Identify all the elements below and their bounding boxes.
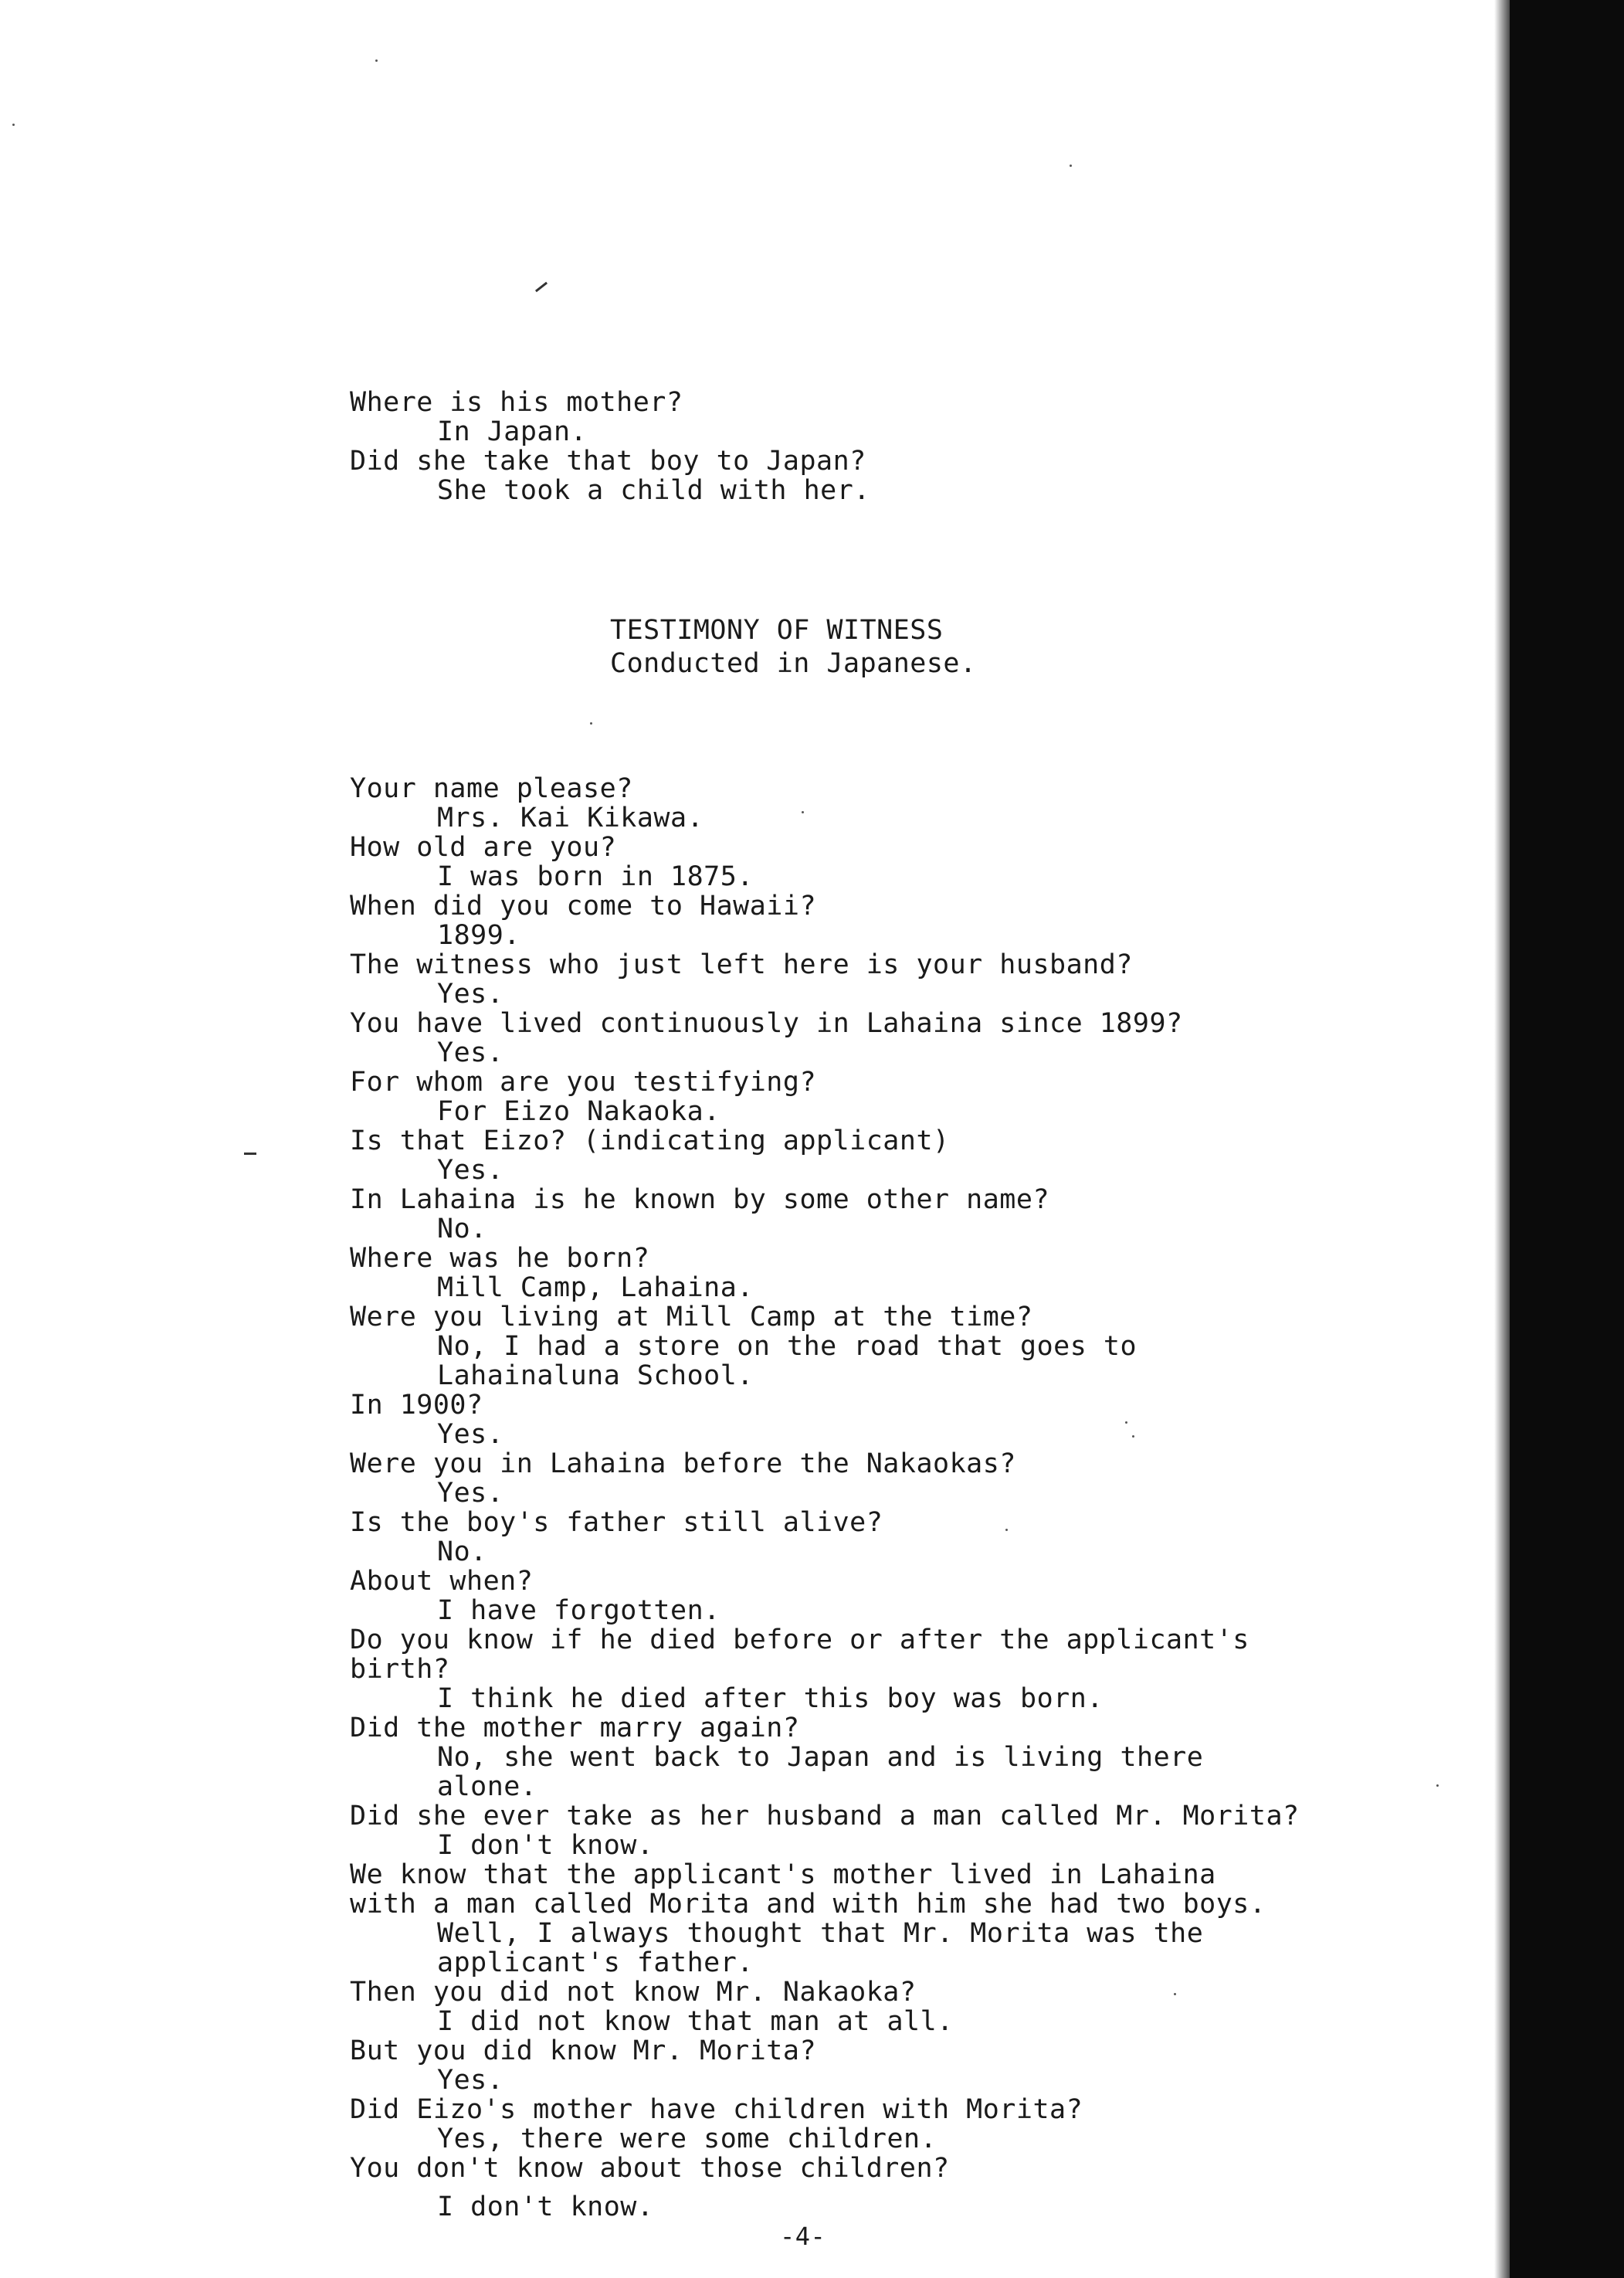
answer-line: Yes. xyxy=(437,1419,504,1450)
answer-line: Yes. xyxy=(437,1478,504,1509)
scan-border xyxy=(1510,0,1624,2278)
scan-speck xyxy=(1132,1435,1134,1438)
answer-line: She took a child with her. xyxy=(437,475,870,506)
answer-line: Yes. xyxy=(437,979,504,1010)
scan-speck xyxy=(802,811,804,813)
scan-speck xyxy=(1174,1993,1176,1995)
question-line: birth? xyxy=(350,1654,450,1685)
scan-speck xyxy=(12,124,15,126)
question-line: The witness who just left here is your husband? xyxy=(350,949,1133,980)
answer-line: I did not know that man at all. xyxy=(437,2006,954,2037)
answer-line: Mrs. Kai Kikawa. xyxy=(437,803,704,833)
scan-speck xyxy=(590,722,592,725)
answer-line: No, she went back to Japan and is living there xyxy=(437,1742,1204,1773)
page-number: -4- xyxy=(780,2222,826,2251)
answer-line: I don't know. xyxy=(437,1830,654,1861)
answer-line: No. xyxy=(437,1536,487,1567)
scan-speck xyxy=(1070,165,1072,167)
question-line: How old are you? xyxy=(350,832,617,863)
section-subheading: Conducted in Japanese. xyxy=(610,648,977,679)
question-line: Were you living at Mill Camp at the time? xyxy=(350,1302,1033,1333)
answer-line: Yes. xyxy=(437,1037,504,1068)
question-line: Where is his mother? xyxy=(350,387,683,418)
question-line: Did Eizo's mother have children with Morita? xyxy=(350,2094,1083,2125)
answer-line: Yes. xyxy=(437,1155,504,1186)
answer-line: I think he died after this boy was born. xyxy=(437,1683,1104,1714)
answer-line: alone. xyxy=(437,1771,537,1802)
question-line: Is that Eizo? (indicating applicant) xyxy=(350,1125,950,1156)
answer-line: For Eizo Nakaoka. xyxy=(437,1096,720,1127)
question-line: When did you come to Hawaii? xyxy=(350,891,817,922)
question-line: Do you know if he died before or after the applicant's xyxy=(350,1624,1249,1655)
question-line: In 1900? xyxy=(350,1390,483,1421)
scan-speck xyxy=(1005,1529,1008,1531)
answer-line: I don't know. xyxy=(437,2191,654,2222)
pen-stroke-mark xyxy=(535,282,548,292)
answer-line: Mill Camp, Lahaina. xyxy=(437,1272,754,1303)
scan-speck xyxy=(1436,1784,1439,1787)
answer-line: In Japan. xyxy=(437,416,588,447)
answer-line: Yes, there were some children. xyxy=(437,2124,937,2154)
question-line: We know that the applicant's mother lived in Lahaina xyxy=(350,1859,1216,1890)
question-line: Where was he born? xyxy=(350,1243,650,1274)
question-line: Did she take that boy to Japan? xyxy=(350,446,866,477)
question-line: with a man called Morita and with him she had two boys. xyxy=(350,1889,1266,1920)
answer-line: Well, I always thought that Mr. Morita was the xyxy=(437,1918,1204,1949)
question-line: You don't know about those children? xyxy=(350,2153,950,2184)
section-heading: TESTIMONY OF WITNESS xyxy=(610,615,944,646)
answer-line: 1899. xyxy=(437,920,520,951)
question-line: About when? xyxy=(350,1566,534,1597)
answer-line: I have forgotten. xyxy=(437,1595,720,1626)
question-line: Did the mother marry again? xyxy=(350,1713,800,1743)
answer-line: No, I had a store on the road that goes to xyxy=(437,1331,1137,1362)
answer-line: Yes. xyxy=(437,2065,504,2096)
scan-speck xyxy=(1125,1421,1127,1424)
question-line: But you did know Mr. Morita? xyxy=(350,2035,817,2066)
question-line: Your name please? xyxy=(350,773,633,804)
question-line: Were you in Lahaina before the Nakaokas? xyxy=(350,1448,1016,1479)
scan-speck xyxy=(375,59,378,62)
question-line: You have lived continuously in Lahaina since 1899? xyxy=(350,1008,1183,1039)
question-line: In Lahaina is he known by some other name? xyxy=(350,1184,1050,1215)
margin-dash-mark xyxy=(244,1153,256,1155)
question-line: Is the boy's father still alive? xyxy=(350,1507,883,1538)
question-line: For whom are you testifying? xyxy=(350,1067,817,1098)
answer-line: No. xyxy=(437,1214,487,1244)
question-line: Did she ever take as her husband a man called Mr. Morita? xyxy=(350,1801,1300,1832)
answer-line: applicant's father. xyxy=(437,1947,754,1978)
answer-line: Lahainaluna School. xyxy=(437,1360,754,1391)
answer-line: I was born in 1875. xyxy=(437,861,754,892)
question-line: Then you did not know Mr. Nakaoka? xyxy=(350,1977,917,2008)
